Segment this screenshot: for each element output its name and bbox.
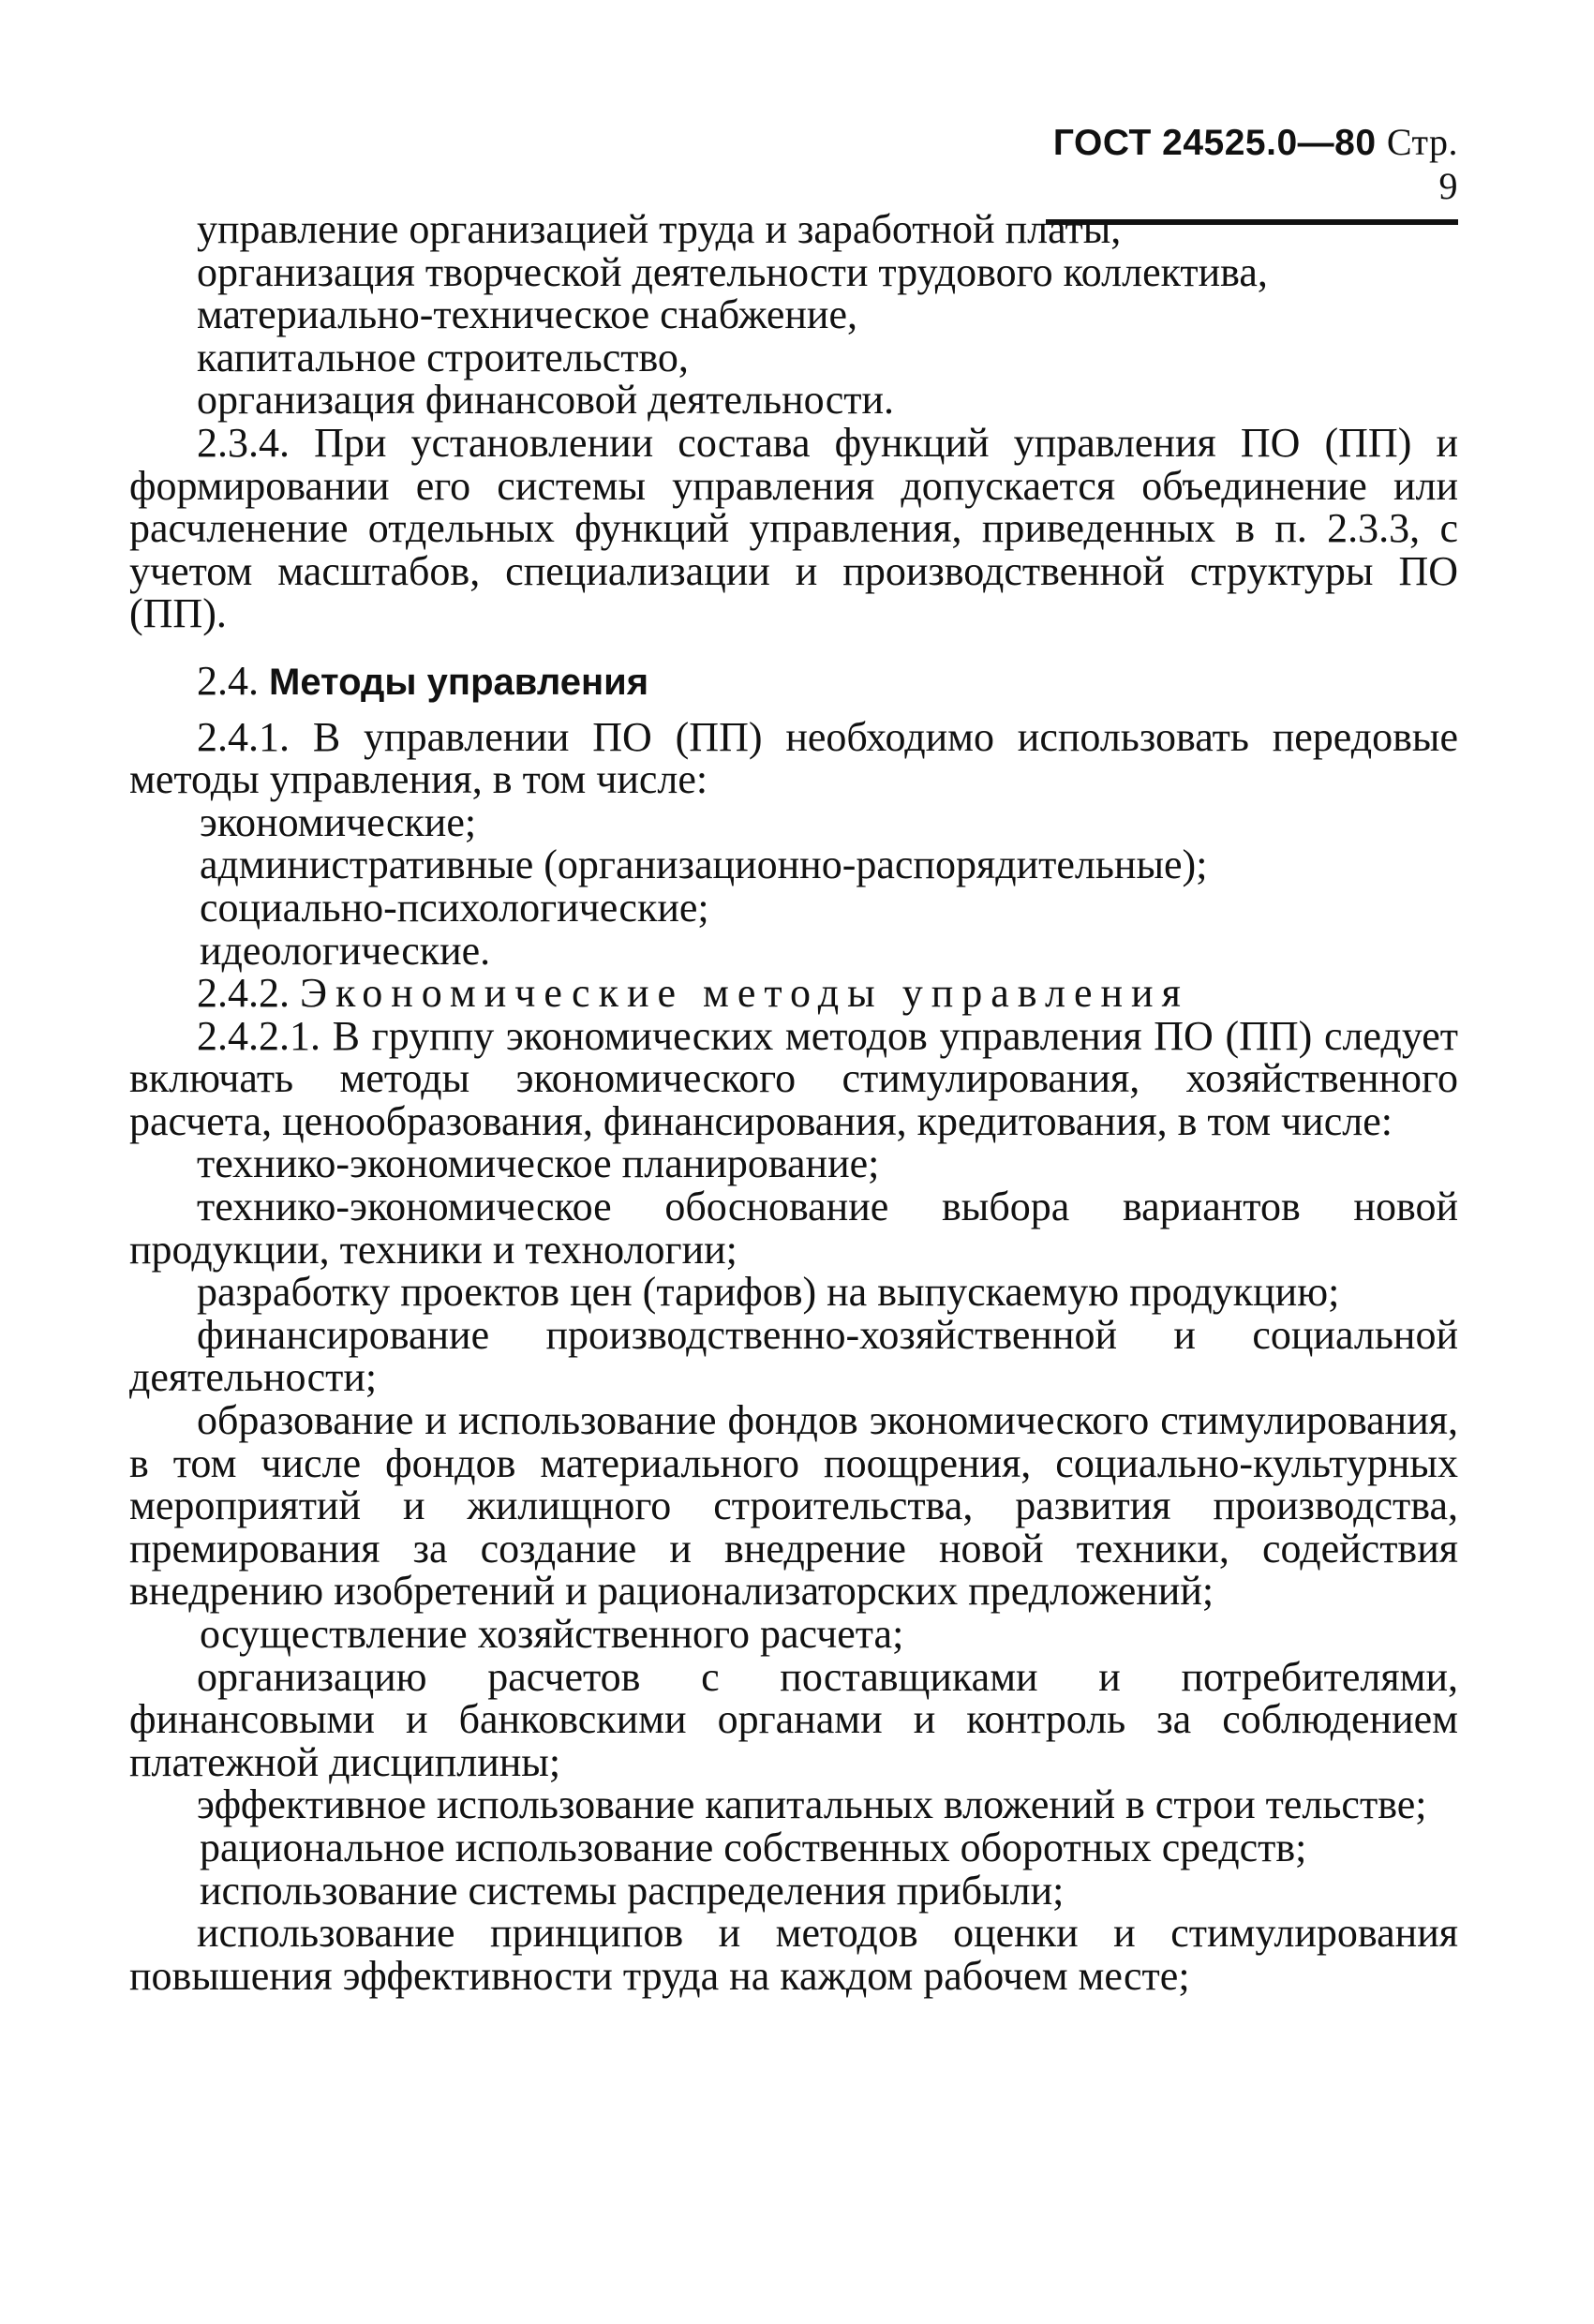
paragraph: административные (организационно-распорядительные); [200, 842, 1208, 888]
paragraph: экономические; [200, 798, 477, 845]
subsection-heading [129, 972, 1458, 1015]
paragraph: 2.4.1. В управлении ПО (ПП) необходимо использовать передовые методы управления, в том числе: [129, 713, 1458, 803]
standard-number: ГОСТ 24525.0—80 [1052, 123, 1377, 163]
section-title: Методы управления [269, 661, 649, 703]
section-number: 2.4. [197, 657, 259, 704]
paragraph: осуществление хозяйственного расчета; [200, 1611, 904, 1657]
paragraph: эффективное использование капитальных вложений в строи тельстве; [197, 1781, 1427, 1828]
text-block-2-4-2 [129, 1012, 1458, 1999]
text-block-2-3 [129, 208, 1458, 635]
page-number: Стр. 9 [1386, 121, 1458, 207]
text-block-2-4-1 [129, 713, 1458, 974]
paragraph: социально-психологические; [200, 884, 709, 931]
paragraph: разработку проектов цен (тарифов) на выпускаемую продукцию; [197, 1269, 1340, 1316]
paragraph: организация творческой деятельности трудового коллектива, [197, 248, 1268, 295]
document-body [129, 208, 1458, 1997]
paragraph: организация финансовой деятельности. [197, 377, 895, 424]
paragraph: материально-техническое снабжение, [197, 291, 858, 338]
paragraph: 2.4.2.1. В группу экономических методов управления ПО (ПП) следует включать методы экономического стимулирования, хозяйственного расчета, ценообразования, финансирования, кредитования, в том числе: [129, 1012, 1458, 1144]
subsection-title: Экономические методы управления [300, 970, 1189, 1017]
paragraph: капитальное строительство, [197, 334, 689, 380]
paragraph: финансирование производственно-хозяйственной и социальной деятельности; [129, 1311, 1458, 1401]
paragraph: использование принципов и методов оценки и стимулирования повышения эффективности труда на каждом рабочем месте; [129, 1910, 1458, 1999]
paragraph: организацию расчетов с поставщиками и потребителями, финансовыми и банковскими органами и контроль за соблюдением платежной дисциплины; [129, 1653, 1458, 1785]
paragraph: технико-экономическое обоснование выбора вариантов новой продукции, техники и технологии; [129, 1184, 1458, 1273]
paragraph: технико-экономическое планирование; [197, 1140, 880, 1187]
paragraph: использование системы распределения прибыли; [200, 1867, 1065, 1914]
paragraph: образование и использование фондов экономического стимулирования, в том числе фондов материального поощрения, социально-культурных мероприятий и жилищного строительства, развития производства, премирования за создание и внедрение новой техники, содействия внедрению изобретений и рационализаторских предложений; [129, 1397, 1458, 1615]
section-heading [129, 657, 1458, 705]
paragraph: идеологические. [200, 927, 491, 974]
paragraph: управление организацией труда и заработной платы, [197, 206, 1122, 252]
subsection-number: 2.4.2. [197, 970, 290, 1017]
paragraph: рациональное использование собственных оборотных средств; [200, 1824, 1307, 1870]
paragraph: 2.3.4. При установлении состава функций управления ПО (ПП) и формировании его системы управления допускается объединение или расчленение отдельных функций управления, приведенных в п. 2.3.3, с учетом масштабов, специализации и производственной структуры ПО (ПП). [129, 419, 1458, 637]
